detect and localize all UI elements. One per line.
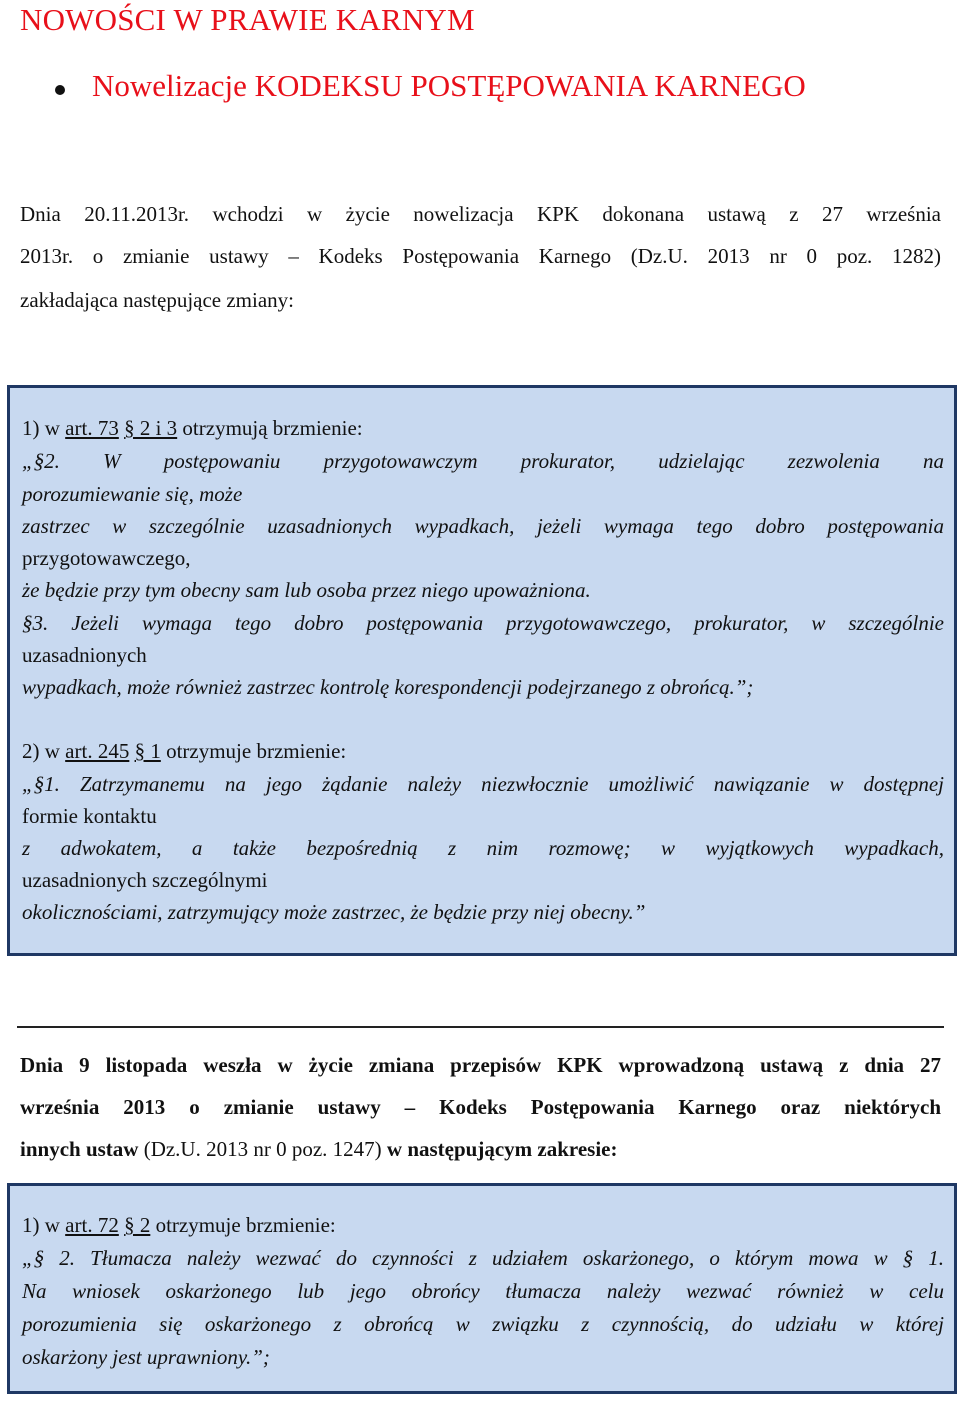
- item-1-article-link[interactable]: art. 73: [65, 416, 119, 440]
- quote-1-line-3: zastrzec w szczególnie uzasadnionych wypadkach, jeżeli wymaga tego dobro postępowania: [22, 514, 944, 538]
- item-1-heading: [22, 416, 944, 440]
- amendment-box-1: [7, 385, 957, 956]
- quote-1-line-1: „§2. W postępowaniu przygotowawczym prokurator, udzielając zezwolenia na: [22, 449, 944, 473]
- item-2-article-link[interactable]: art. 245: [65, 739, 130, 763]
- page-title: NOWOŚCI W PRAWIE KARNYM: [20, 2, 475, 37]
- item-1-paragraph-link[interactable]: § 2 i 3: [124, 416, 178, 440]
- quote-2-line-4: uzasadnionych szczególnymi: [22, 868, 268, 892]
- para-2-line-3-bold-a: innych ustaw: [20, 1137, 139, 1161]
- subtitle: Nowelizacje KODEKSU POSTĘPOWANIA KARNEGO: [92, 68, 806, 103]
- quote-2-line-5: okolicznościami, zatrzymujący może zastrzec, że będzie przy niej obecny.”: [22, 900, 646, 924]
- quote-1-line-2: porozumiewanie się, może: [22, 482, 243, 506]
- box-2-item-1-heading: [22, 1213, 944, 1237]
- box-2-quote-line-4: oskarżony jest uprawniony.”;: [22, 1345, 270, 1369]
- quote-1-line-8: wypadkach, może również zastrzec kontrolę korespondencji podejrzanego z obrońcą.”;: [22, 675, 754, 699]
- para-2-line-1: [20, 1053, 941, 1077]
- intro-line-2: 2013r. o zmianie ustawy – Kodeks Postępowania Karnego (Dz.U. 2013 nr 0 poz. 1282): [20, 244, 941, 268]
- para-2-line-2-text: września 2013 o zmianie ustawy – Kodeks Postępowania Karnego oraz niektórych: [20, 1095, 941, 1119]
- para-2-line-1-text: Dnia 9 listopada weszła w życie zmiana przepisów KPK wprowadzoną ustawą z dnia 27: [20, 1053, 941, 1077]
- item-2-paragraph-link[interactable]: § 1: [134, 739, 161, 763]
- quote-1-line-7: uzasadnionych: [22, 643, 147, 667]
- box-2-item-1-rest: otrzymuje brzmienie:: [150, 1213, 336, 1237]
- box-2-item-1-paragraph-link[interactable]: § 2: [124, 1213, 151, 1237]
- box-2-quote-line-1: „§ 2. Tłumacza należy wezwać do czynności z udziałem oskarżonego, o którym mowa w § 1.: [22, 1246, 944, 1270]
- item-2-heading: [22, 739, 944, 763]
- para-2-line-3-normal: (Dz.U. 2013 nr 0 poz. 1247): [138, 1137, 387, 1161]
- bullet-icon: [55, 85, 65, 95]
- intro-line-1: Dnia 20.11.2013r. wchodzi w życie nowelizacja KPK dokonana ustawą z 27 września: [20, 202, 941, 226]
- section-divider: [17, 1026, 944, 1028]
- para-2-line-3: [20, 1137, 941, 1161]
- intro-line-3: zakładająca następujące zmiany:: [20, 288, 295, 312]
- quote-1-line-6: §3. Jeżeli wymaga tego dobro postępowania przygotowawczego, prokurator, w szczególnie: [22, 611, 944, 635]
- item-2-number: 2) w: [22, 739, 66, 763]
- quote-1-line-4: przygotowawczego,: [22, 546, 191, 570]
- box-2-item-1-article-link[interactable]: art. 72: [65, 1213, 119, 1237]
- item-1-number: 1) w: [22, 416, 66, 440]
- quote-2-line-1: „§1. Zatrzymanemu na jego żądanie należy niezwłocznie umożliwić nawiązanie w dostępnej: [22, 772, 944, 796]
- quote-2-line-2: formie kontaktu: [22, 804, 157, 828]
- para-2-line-3-bold-b: w następującym zakresie:: [386, 1137, 618, 1161]
- item-2-rest: otrzymuje brzmienie:: [160, 739, 347, 763]
- box-2-item-1-number: 1) w: [22, 1213, 66, 1237]
- box-2-quote-line-2: Na wniosek oskarżonego lub jego obrońcy tłumacza należy wezwać również w celu: [22, 1279, 944, 1303]
- quote-1-line-5: że będzie przy tym obecny sam lub osoba przez niego upoważniona.: [22, 578, 591, 602]
- para-2-line-2: [20, 1095, 941, 1119]
- amendment-box-2: [7, 1183, 957, 1394]
- item-1-rest: otrzymują brzmienie:: [177, 416, 363, 440]
- quote-2-line-3: z adwokatem, a także bezpośrednią z nim rozmowę; w wyjątkowych wypadkach,: [22, 836, 944, 860]
- box-2-quote-line-3: porozumienia się oskarżonego z obrońcą w związku z czynnością, do udziału w której: [22, 1312, 944, 1336]
